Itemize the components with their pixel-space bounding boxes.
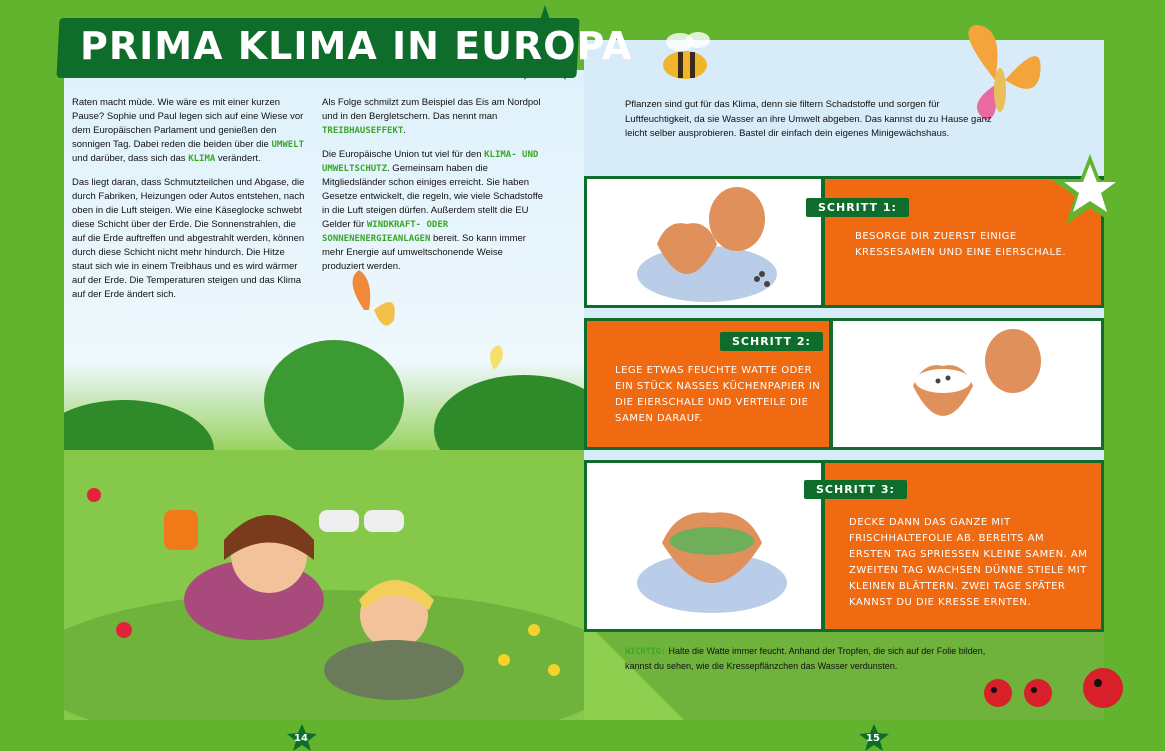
page-title: PRIMA KLIMA IN EUROPA: [80, 24, 633, 68]
step-1-text: BESORGE DIR ZUERST EINIGE KRESSESAMEN UND EINE EIERSCHALE.: [855, 231, 1067, 258]
paragraph: Das liegt daran, dass Schmutzteilchen und Abgase, die durch Fabriken, Heizungen oder Autos entstehen, nach oben in die Luft steigen. Wie eine Käseglocke schwebt diese Schicht über der Erde. Die Sonnenstrahlen, die auf die Erde auftreffen und abgestrahlt werden, können durch diese Schicht nicht mehr hindurch. Die Hitze staut sich wie in einem Treibhaus und es wird wärmer auf der Erde. Die Temperaturen steigen und das Klima auf der Erde ändert sich.: [72, 177, 305, 300]
highlight-klima: KLIMA: [188, 154, 216, 164]
text-column-2: [322, 96, 547, 284]
text: Raten macht müde. Wie wäre es mit einer kurzen Pause? Sophie und Paul legen sich auf eine Wiese vor dem Europäischen Parlament und genießen den sonnigen Tag. Dabei reden die beiden über die: [72, 97, 304, 150]
ladybug-icon: [978, 668, 1138, 718]
step-1: [584, 176, 1104, 308]
eggshell-icon: [617, 184, 797, 304]
text: bereit. So kann immer mehr Energie auf umweltschonende Weise produziert werden.: [322, 233, 526, 272]
highlight-windkraft: WINDKRAFT- ODER SONNENENERGIEANLAGEN: [322, 220, 449, 244]
note-label: WICHTIG:: [625, 647, 666, 657]
text: und darüber, dass sich das: [72, 153, 189, 164]
step-3-image-panel: [584, 460, 824, 632]
text: verändert.: [215, 153, 261, 164]
white-star-icon: [1050, 150, 1130, 230]
paragraph: [322, 148, 547, 274]
step-2-text: LEGE ETWAS FEUCHTE WATTE ODER EIN STÜCK NASSES KÜCHENPAPIER IN DIE EIERSCHALE UND VERTEILE DIE SAMEN DARAUF.: [615, 365, 821, 424]
highlight-klimaschutz: KLIMA- UND UMWELTSCHUTZ: [322, 150, 539, 174]
step-3-label: SCHRITT 3:: [804, 480, 907, 499]
step-2-label: SCHRITT 2:: [720, 332, 823, 351]
step-3: [584, 460, 1104, 632]
text-column-1: [72, 96, 307, 312]
page-number-right: 15: [866, 733, 880, 744]
bee-icon: [640, 20, 730, 90]
text: . Gemeinsam haben die Mitgliedsländer schon einiges erreicht. Sie haben Gesetze entwickelt, die regeln, wie viele Schadstoffe in die Luft steigen dürfen. Außerdem stellt die EU Gelder für: [322, 163, 544, 230]
step-2: [584, 318, 1104, 450]
note-text: Halte die Watte immer feucht. Anhand der Tropfen, die sich auf der Folie bilden, kannst du sehen, wie die Kressepflänzchen das Wasser verdunsten.: [625, 646, 986, 671]
text: .: [403, 125, 406, 136]
step-2-image-panel: [830, 318, 1104, 450]
highlight-treibhauseffekt: TREIBHAUSEFFEKT: [322, 126, 404, 136]
intro-text: Pflanzen sind gut für das Klima, denn sie filtern Schadstoffe und sorgen für Luftfeuchtigkeit, da sie Wasser an ihre Umwelt abgeben. Das kannst du zu Hause ganz leicht selber ausprobieren. Bastel dir einfach dein eigenes Minigewächshaus.: [625, 99, 992, 139]
page-number-left: 14: [294, 733, 308, 744]
paragraph: [322, 96, 547, 138]
text: Die Europäische Union tut viel für den: [322, 149, 485, 160]
highlight-umwelt: UMWELT: [271, 140, 304, 150]
text: Als Folge schmilzt zum Beispiel das Eis am Nordpol und in den Bergletschern. Das nennt man: [322, 97, 541, 122]
paragraph: [72, 96, 307, 166]
step-1-image-panel: [584, 176, 824, 308]
important-note: [625, 644, 1005, 673]
eggshell-cotton-icon: [883, 326, 1063, 446]
step-3-text: DECKE DANN DAS GANZE MIT FRISCHHALTEFOLIE AB. BEREITS AM ERSTEN TAG SPRIESSEN KLEINE SAMEN. AM ZWEITEN TAG WACHSEN DÜNNE STIELE MIT KLEINEN BLÄTTERN. ZWEI TAGE SPÄTER KANNST DU DIE KRESSE ERNTEN.: [849, 517, 1088, 608]
step-1-label: SCHRITT 1:: [806, 198, 909, 217]
eggshell-sprouts-icon: [627, 473, 797, 623]
